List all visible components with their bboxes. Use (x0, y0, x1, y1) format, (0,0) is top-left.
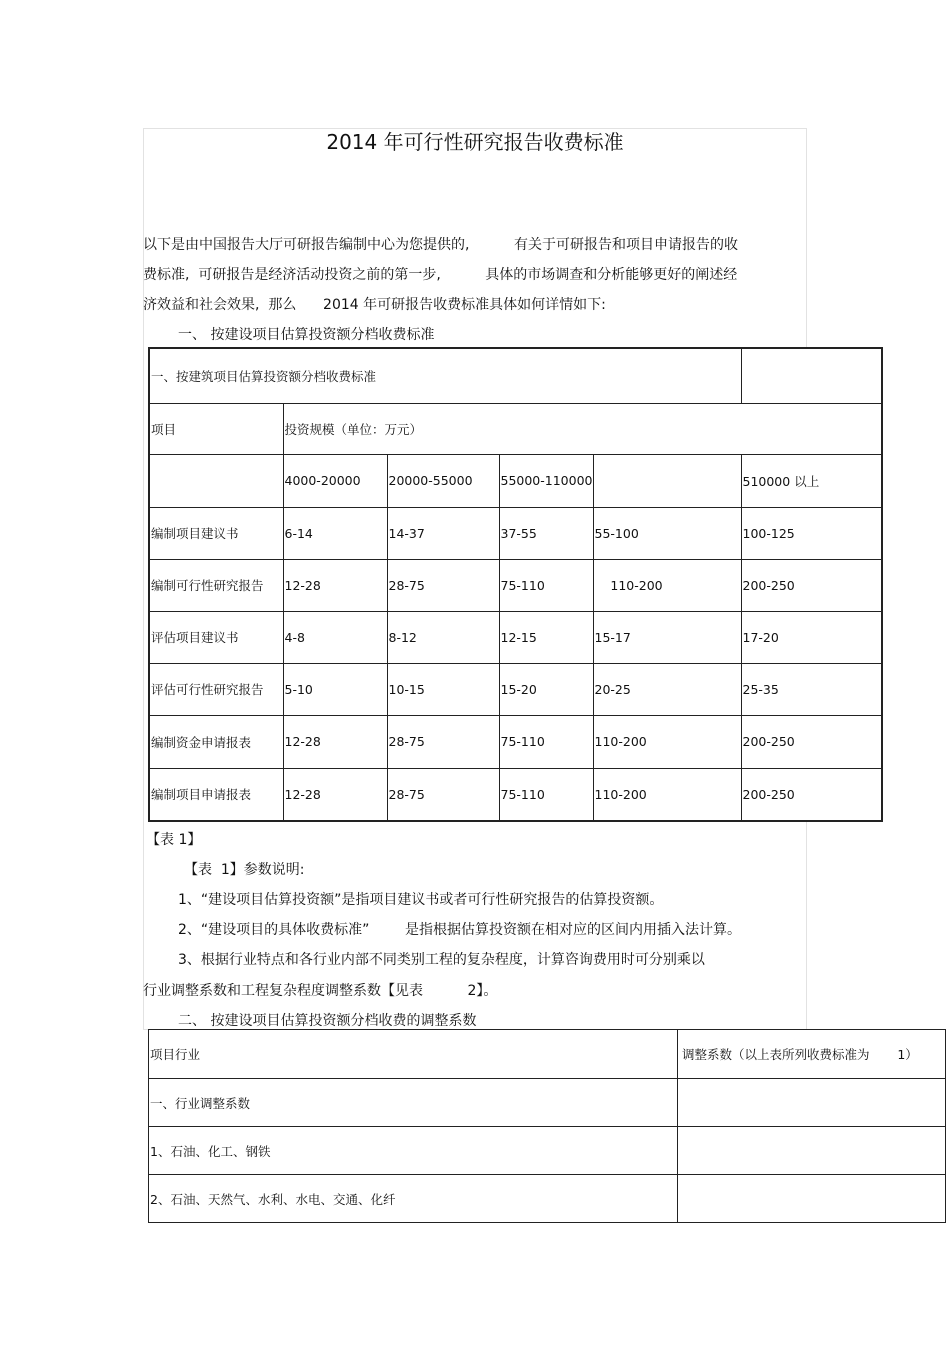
intro-line-2: 费标准, 可研报告是经济活动投资之前的第一步, 具体的市场调查和分析能够更好的阐述经 (143, 267, 738, 283)
cell-value: 4-8 (283, 611, 387, 663)
table1-col-item: 项目 (149, 403, 283, 454)
cell-value: 75-110 (499, 768, 593, 821)
table-row (149, 507, 882, 559)
cell-value: 100-125 (741, 507, 882, 559)
table2-col-industry: 项目行业 (149, 1030, 678, 1079)
note-3-continuation: 行业调整系数和工程复杂程度调整系数【见表 2】。 (143, 983, 498, 999)
table1-range: 20000-55000 (387, 454, 499, 507)
cell-value: 75-110 (499, 715, 593, 768)
table-row (149, 715, 882, 768)
section1-heading: 一、 按建设项目估算投资额分档收费标准 (178, 327, 435, 343)
cell-value: 12-28 (283, 768, 387, 821)
cell-value (678, 1127, 946, 1175)
document-title: 2014 年可行性研究报告收费标准 (326, 130, 624, 154)
cell-value: 110-200 (593, 559, 741, 611)
cell-value: 28-75 (387, 768, 499, 821)
cell-value: 8-12 (387, 611, 499, 663)
cell-value: 15-17 (593, 611, 741, 663)
row-label: 评估项目建议书 (149, 611, 283, 663)
table-row (149, 559, 882, 611)
table1-caption: 【表 1】 (146, 832, 202, 848)
cell-value: 5-10 (283, 663, 387, 715)
row-label: 编制项目申请报表 (149, 768, 283, 821)
table1-range: 55000-110000 (499, 454, 593, 507)
note-1: 1、“建设项目估算投资额”是指项目建议书或者可行性研究报告的估算投资额。 (178, 892, 664, 908)
table1-range (593, 454, 741, 507)
cell-value: 25-35 (741, 663, 882, 715)
cell-value: 55-100 (593, 507, 741, 559)
row-label: 2、石油、天然气、水利、水电、交通、化纤 (149, 1175, 678, 1223)
cell-value: 15-20 (499, 663, 593, 715)
intro-line-3: 济效益和社会效果, 那么 2014 年可研报告收费标准具体如何详情如下: (143, 297, 606, 313)
fee-standard-table (148, 347, 883, 822)
cell-value: 110-200 (593, 715, 741, 768)
cell-value (678, 1079, 946, 1127)
cell-value: 200-250 (741, 715, 882, 768)
cell-value: 200-250 (741, 559, 882, 611)
row-label: 编制可行性研究报告 (149, 559, 283, 611)
table-row (149, 1175, 946, 1223)
section2-heading: 二、 按建设项目估算投资额分档收费的调整系数 (178, 1013, 477, 1029)
row-label: 1、石油、化工、钢铁 (149, 1127, 678, 1175)
cell-value: 110-200 (593, 768, 741, 821)
note-2: 2、“建设项目的具体收费标准” 是指根据估算投资额在相对应的区间内用插入法计算。 (178, 922, 742, 938)
row-label: 一、行业调整系数 (149, 1079, 678, 1127)
notes-heading: 【表 1】参数说明: (184, 862, 305, 878)
adjustment-coefficient-table (148, 1029, 946, 1223)
table-row (149, 663, 882, 715)
note-3: 3、根据行业特点和各行业内部不同类别工程的复杂程度，计算咨询费用时可分别乘以 (178, 952, 705, 968)
table2-col-coefficient: 调整系数（以上表所列收费标准为 1） (678, 1030, 946, 1079)
cell-value: 28-75 (387, 715, 499, 768)
cell-value: 75-110 (499, 559, 593, 611)
cell-value: 14-37 (387, 507, 499, 559)
cell-value: 6-14 (283, 507, 387, 559)
table-row (149, 1079, 946, 1127)
cell-value: 10-15 (387, 663, 499, 715)
cell-value: 37-55 (499, 507, 593, 559)
row-label: 编制项目建议书 (149, 507, 283, 559)
table1-range: 4000-20000 (283, 454, 387, 507)
table-row (149, 1127, 946, 1175)
cell-value: 20-25 (593, 663, 741, 715)
cell-value: 28-75 (387, 559, 499, 611)
cell-value (678, 1175, 946, 1223)
intro-line-1: 以下是由中国报告大厅可研报告编制中心为您提供的, 有关于可研报告和项目申请报告的收 (143, 237, 738, 253)
table1-col-scale: 投资规模（单位：万元） (283, 403, 882, 454)
cell-value: 12-15 (499, 611, 593, 663)
row-label: 编制资金申请报表 (149, 715, 283, 768)
row-label: 评估可行性研究报告 (149, 663, 283, 715)
table1-range-blank (149, 454, 283, 507)
table-row (149, 768, 882, 821)
table1-header-empty (741, 348, 882, 403)
table1-range: 510000 以上 (741, 454, 882, 507)
cell-value: 12-28 (283, 559, 387, 611)
table-row (149, 611, 882, 663)
cell-value: 17-20 (741, 611, 882, 663)
cell-value: 12-28 (283, 715, 387, 768)
table1-header-title: 一、按建筑项目估算投资额分档收费标准 (149, 348, 741, 403)
cell-value: 200-250 (741, 768, 882, 821)
